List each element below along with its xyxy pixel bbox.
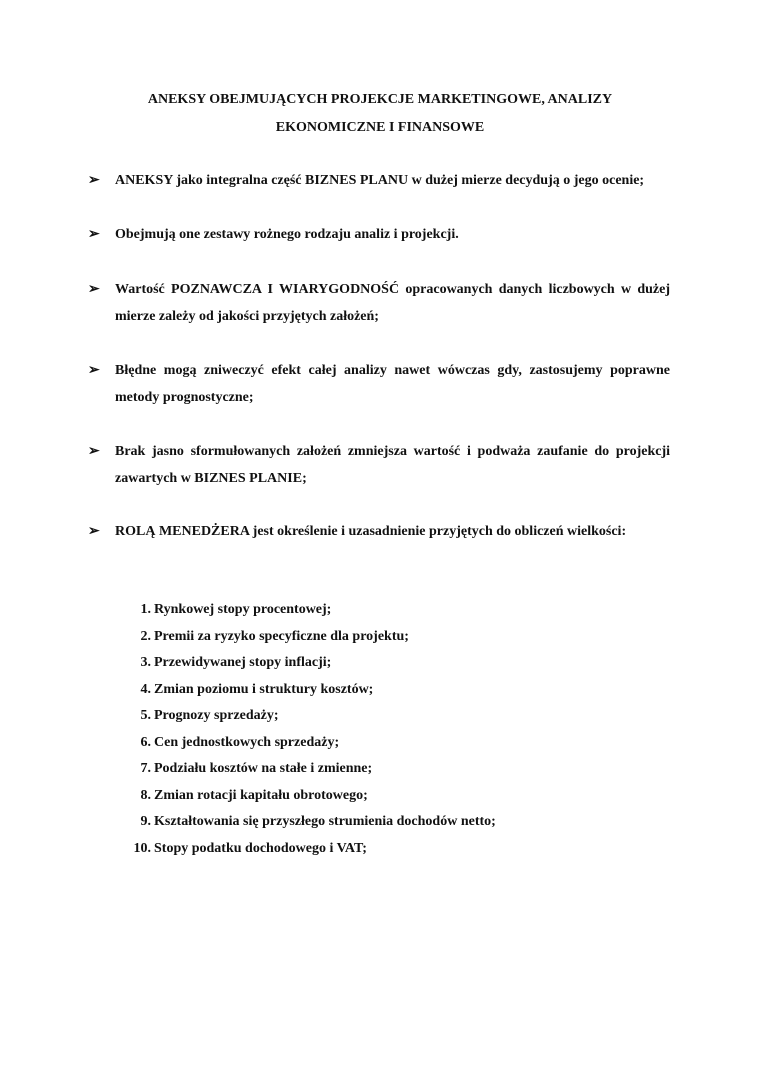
list-number: 8. [140, 787, 151, 803]
list-text: Premii za ryzyko specyficzne dla projektu; [154, 628, 409, 644]
bullet-text: Brak jasno sformułowanych założeń zmniejsza wartość i podważa zaufanie do projekcji zawartych w BIZNES PLANIE; [115, 444, 670, 486]
list-item [0, 624, 760, 651]
list-item [0, 756, 760, 783]
bullet-item [88, 221, 670, 248]
list-item [0, 677, 760, 704]
bullet-item [88, 438, 670, 492]
arrow-bullet-icon: ➢ [88, 282, 100, 297]
list-item [0, 809, 760, 836]
arrow-bullet-icon: ➢ [88, 363, 100, 378]
list-text: Kształtowania się przyszłego strumienia dochodów netto; [154, 814, 496, 829]
list-text: Zmian poziomu i struktury kosztów; [154, 681, 374, 697]
list-item [0, 836, 760, 863]
list-text: Podziału kosztów na stałe i zmienne; [154, 761, 373, 776]
list-number: 5. [140, 708, 151, 723]
list-number: 4. [140, 681, 151, 697]
list-text: Stopy podatku dochodowego i VAT; [154, 840, 367, 856]
bullet-text: Obejmują one zestawy rożnego rodzaju analiz i projekcji. [115, 227, 459, 242]
bullet-text: ANEKSY jako integralna część BIZNES PLANU w dużej mierze decydują o jego ocenie; [115, 173, 645, 188]
list-number: 6. [140, 734, 151, 750]
arrow-bullet-icon: ➢ [88, 444, 100, 459]
list-number: 2. [140, 628, 151, 644]
bullet-text: Wartość POZNAWCZA I WIARYGODNOŚĆ opracowanych danych liczbowych w dużej mierze zależy od jakości przyjętych założeń; [115, 282, 670, 324]
document-title-line-1: ANEKSY OBEJMUJĄCYCH PROJEKCJE MARKETINGOWE, ANALIZY [147, 92, 613, 107]
list-text: Rynkowej stopy procentowej; [154, 602, 332, 617]
document-title-line-2: EKONOMICZNE I FINANSOWE [275, 120, 485, 135]
bullet-item [88, 276, 670, 330]
list-item [0, 650, 760, 677]
list-text: Zmian rotacji kapitału obrotowego; [154, 787, 368, 803]
list-number: 1. [140, 602, 151, 617]
arrow-bullet-icon: ➢ [88, 524, 100, 539]
list-number: 9. [140, 814, 151, 829]
bullet-item [88, 167, 670, 194]
list-text: Cen jednostkowych sprzedaży; [154, 734, 340, 750]
list-item [0, 597, 760, 624]
numbered-list [0, 597, 760, 862]
bullet-text: Błędne mogą zniweczyć efekt całej analizy nawet wówczas gdy, zastosujemy poprawne metody prognostyczne; [115, 363, 670, 405]
list-item [0, 703, 760, 730]
list-text: Przewidywanej stopy inflacji; [154, 655, 332, 670]
list-item [0, 783, 760, 810]
arrow-bullet-icon: ➢ [88, 173, 100, 188]
list-number: 3. [140, 655, 151, 670]
bullet-text: ROLĄ MENEDŻERA jest określenie i uzasadnienie przyjętych do obliczeń wielkości: [115, 524, 627, 539]
list-item [0, 730, 760, 757]
bullet-item [88, 518, 670, 545]
list-text: Prognozy sprzedaży; [154, 708, 279, 723]
list-number: 10. [133, 840, 151, 856]
bullet-item [88, 357, 670, 411]
arrow-bullet-icon: ➢ [88, 227, 100, 242]
list-number: 7. [140, 761, 151, 776]
